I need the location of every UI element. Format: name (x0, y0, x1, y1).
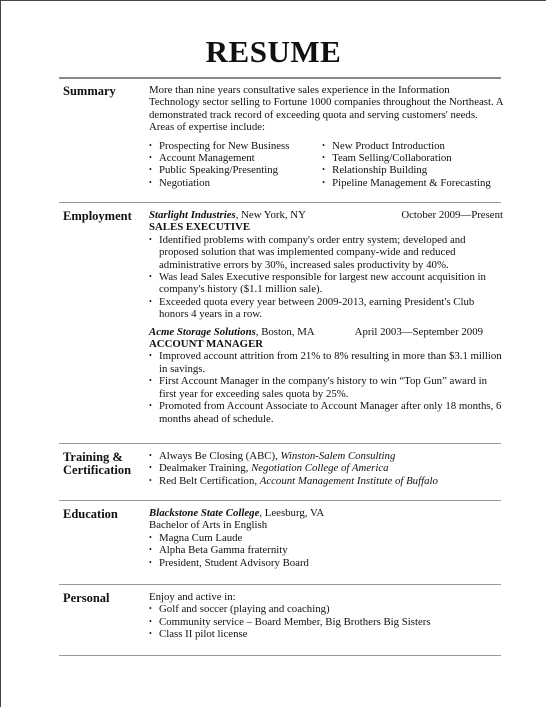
page-title: RESUME (205, 34, 342, 69)
training-label (63, 451, 131, 477)
job-header (149, 326, 503, 338)
list-item: • Exceeded quota every year between 2009-2013, earning President's Club honors 4 years in a row. (149, 296, 503, 321)
education-body (149, 507, 503, 569)
school-line (149, 507, 503, 519)
job-employer (149, 209, 306, 221)
training-org: Winston-Salem Consulting (280, 450, 396, 462)
personal-label: Personal (63, 591, 110, 605)
list-item: • New Product Introduction (322, 140, 503, 152)
skills-list-left (149, 140, 316, 190)
list-item (149, 475, 503, 487)
employment-label: Employment (63, 209, 132, 223)
training-name: Red Belt Certification, (159, 474, 260, 487)
training-name: Always Be Closing (ABC), (159, 450, 281, 462)
employment-body (149, 209, 503, 425)
list-item: • Team Selling/Collaboration (322, 152, 503, 164)
job-bullets (149, 350, 503, 424)
school-location: , Leesburg, VA (259, 507, 325, 519)
divider (59, 202, 501, 203)
degree: Bachelor of Arts in English (149, 519, 268, 532)
school-name: Blackstone State College (149, 507, 260, 519)
training-org: Account Management Institute of Buffalo (259, 474, 438, 487)
skills-list-right (322, 140, 503, 190)
personal-body (149, 591, 503, 641)
skills-columns (149, 140, 503, 190)
job-dates: October 2009—Present (401, 209, 503, 221)
list-item: • Golf and soccer (playing and coaching) (149, 603, 503, 615)
job-title: ACCOUNT MANAGER (149, 338, 264, 351)
list-item: • Account Management (149, 152, 316, 164)
list-item: • Improved account attrition from 21% to 8% resulting in more than $3.1 million in savings. (149, 350, 503, 375)
company-name: Starlight Industries (149, 209, 236, 221)
training-label-line1: Training & (63, 450, 123, 464)
list-item: • Magna Cum Laude (149, 532, 503, 544)
personal-intro: Enjoy and active in: (149, 591, 236, 603)
summary-body (149, 84, 503, 189)
company-name: Acme Storage Solutions (149, 325, 256, 338)
job-employer (149, 326, 315, 338)
job-entry (149, 209, 503, 321)
training-name: Dealmaker Training, (159, 462, 252, 475)
job-bullets (149, 234, 503, 321)
list-item: • Community service – Board Member, Big Brothers Big Sisters (149, 616, 503, 628)
list-item: • Relationship Building (322, 164, 503, 176)
company-location: , New York, NY (235, 209, 306, 221)
list-item: • Negotiation (149, 177, 316, 189)
list-item: • Public Speaking/Presenting (149, 164, 316, 176)
summary-text: More than nine years consultative sales experience in the Information Technology sector selling to Fortune 1000 companies throughout the Northeast. A demonstrated track record of exceeding quota and serving customers' needs. Areas of expertise include: (149, 84, 503, 134)
summary-label: Summary (63, 84, 116, 98)
job-entry (149, 326, 503, 425)
divider (59, 500, 501, 501)
personal-list (149, 603, 503, 640)
divider (59, 584, 501, 585)
list-item: • Was lead Sales Executive responsible for largest new account acquisition in company's history ($1.1 million sale). (149, 271, 503, 296)
list-item: • Pipeline Management & Forecasting (322, 177, 503, 189)
divider (59, 443, 501, 444)
training-label-line2: Certification (63, 463, 132, 477)
list-item: • Prospecting for New Business (149, 140, 316, 152)
list-item: • Promoted from Account Associate to Account Manager after only 18 months, 6 months ahead of schedule. (149, 400, 503, 425)
training-org: Negotiation College of America (251, 462, 389, 475)
list-item (149, 450, 503, 462)
list-item: • Alpha Beta Gamma fraternity (149, 544, 503, 556)
job-title: SALES EXECUTIVE (149, 221, 251, 234)
job-dates: April 2003—September 2009 (354, 325, 483, 338)
list-item: • President, Student Advisory Board (149, 557, 503, 569)
list-item: • Class II pilot license (149, 628, 503, 640)
education-label: Education (63, 507, 118, 521)
training-list (149, 450, 503, 487)
divider (59, 77, 501, 79)
education-list (149, 532, 503, 569)
company-location: , Boston, MA (255, 325, 315, 338)
list-item (149, 462, 503, 474)
divider (59, 655, 501, 656)
job-header (149, 209, 503, 221)
list-item: • First Account Manager in the company's history to win “Top Gun” award in first year for exceeding sales quota by 25%. (149, 375, 503, 400)
list-item: • Identified problems with company's order entry system; developed and proposed solution that was implemented company-wide and reduced administrative errors by 30%, increased sales productivity by 40%. (149, 234, 503, 271)
training-body (149, 450, 503, 487)
